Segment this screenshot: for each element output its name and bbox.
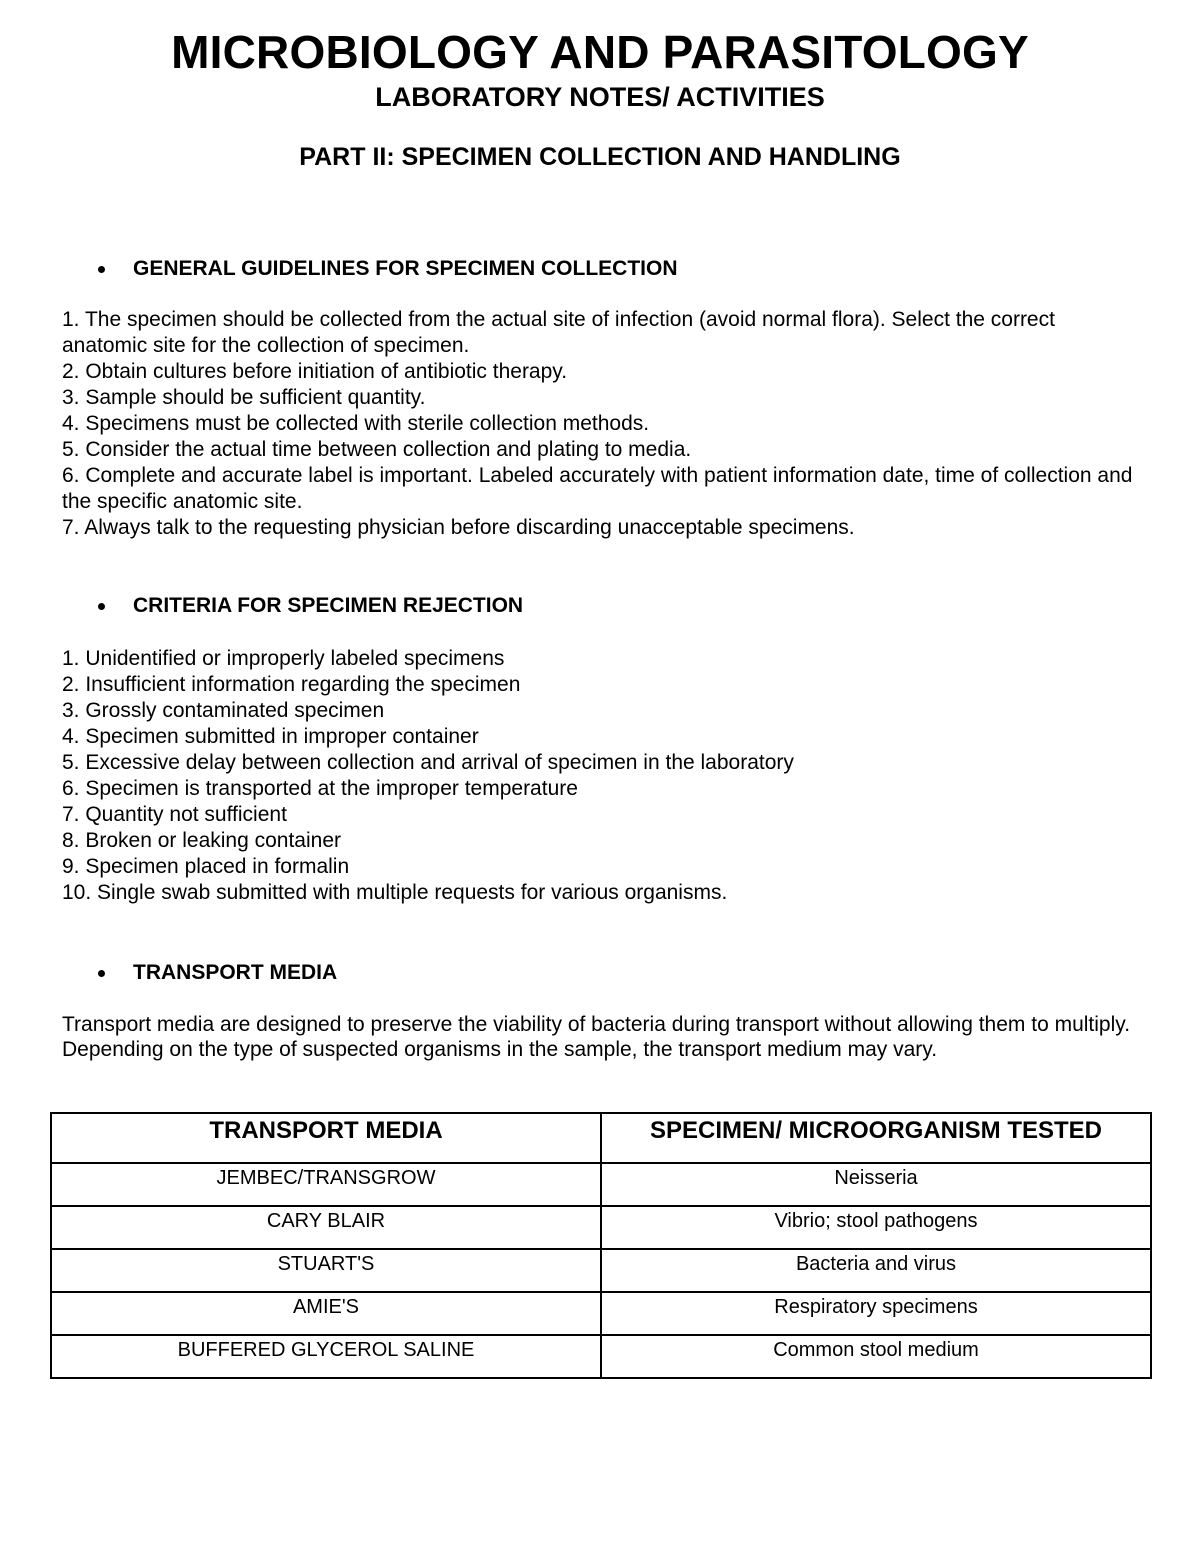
- section-heading-text: GENERAL GUIDELINES FOR SPECIMEN COLLECTION: [133, 257, 678, 280]
- section-heading-transport: [98, 959, 337, 987]
- list-item: 3. Grossly contaminated specimen: [62, 699, 385, 722]
- table-cell-media: STUART'S: [51, 1249, 601, 1292]
- transport-paragraph: Transport media are designed to preserve the viability of bacteria during transport without allowing them to multiply. Depending on the type of suspected organisms in the sample, the transport medium may vary.: [62, 1013, 1131, 1061]
- table-cell-specimen: Bacteria and virus: [601, 1249, 1151, 1292]
- table-cell-media: AMIE'S: [51, 1292, 601, 1335]
- list-item: 10. Single swab submitted with multiple requests for various organisms.: [62, 881, 728, 904]
- table-cell-media: BUFFERED GLYCEROL SALINE: [51, 1335, 601, 1378]
- section-heading-guidelines: [98, 255, 677, 283]
- list-item: 1. The specimen should be collected from the actual site of infection (avoid normal flora). Select the correct anatomic site for the collection of specimen.: [62, 308, 1055, 357]
- table-cell-media: JEMBEC/TRANSGROW: [51, 1163, 601, 1206]
- list-item: 6. Complete and accurate label is important. Labeled accurately with patient information date, time of collection and the specific anatomic site.: [62, 464, 1133, 513]
- part-title: PART II: SPECIMEN COLLECTION AND HANDLING: [299, 143, 901, 171]
- section-heading-text: TRANSPORT MEDIA: [133, 961, 338, 984]
- table-row: [51, 1206, 1151, 1249]
- list-item: 5. Consider the actual time between collection and plating to media.: [62, 438, 692, 461]
- table-cell-specimen: Vibrio; stool pathogens: [601, 1206, 1151, 1249]
- bullet-icon: [98, 970, 105, 977]
- table-row: [51, 1335, 1151, 1378]
- list-item: 8. Broken or leaking container: [62, 829, 341, 852]
- list-item: 5. Excessive delay between collection and arrival of specimen in the laboratory: [62, 751, 794, 774]
- column-header-specimen-tested: SPECIMEN/ MICROORGANISM TESTED: [601, 1113, 1151, 1163]
- table-cell-specimen: Respiratory specimens: [601, 1292, 1151, 1335]
- document-subtitle: LABORATORY NOTES/ ACTIVITIES: [375, 82, 825, 112]
- column-header-transport-media: TRANSPORT MEDIA: [51, 1113, 601, 1163]
- table-row: [51, 1249, 1151, 1292]
- table-cell-specimen: Neisseria: [601, 1163, 1151, 1206]
- list-item: 4. Specimens must be collected with sterile collection methods.: [62, 412, 650, 435]
- list-item: 1. Unidentified or improperly labeled specimens: [62, 647, 505, 670]
- table-cell-media: CARY BLAIR: [51, 1206, 601, 1249]
- table-header-row: [51, 1113, 1151, 1163]
- list-item: 3. Sample should be sufficient quantity.: [62, 386, 426, 409]
- table-cell-specimen: Common stool medium: [601, 1335, 1151, 1378]
- list-item: 7. Always talk to the requesting physician before discarding unacceptable specimens.: [62, 516, 855, 539]
- list-item: 2. Insufficient information regarding the specimen: [62, 673, 521, 696]
- document-title: MICROBIOLOGY AND PARASITOLOGY: [171, 26, 1029, 78]
- table-row: [51, 1292, 1151, 1335]
- list-item: 6. Specimen is transported at the improper temperature: [62, 777, 578, 800]
- transport-media-table: [50, 1112, 1152, 1379]
- list-item: 2. Obtain cultures before initiation of antibiotic therapy.: [62, 360, 568, 383]
- section-heading-rejection: [98, 592, 523, 620]
- list-item: 4. Specimen submitted in improper container: [62, 725, 479, 748]
- section-heading-text: CRITERIA FOR SPECIMEN REJECTION: [133, 594, 524, 617]
- table-row: [51, 1163, 1151, 1206]
- list-item: 7. Quantity not sufficient: [62, 803, 287, 826]
- bullet-icon: [98, 603, 105, 610]
- rejection-list: [62, 646, 1142, 906]
- bullet-icon: [98, 266, 105, 273]
- list-item: 9. Specimen placed in formalin: [62, 855, 350, 878]
- guidelines-list: [62, 307, 1142, 541]
